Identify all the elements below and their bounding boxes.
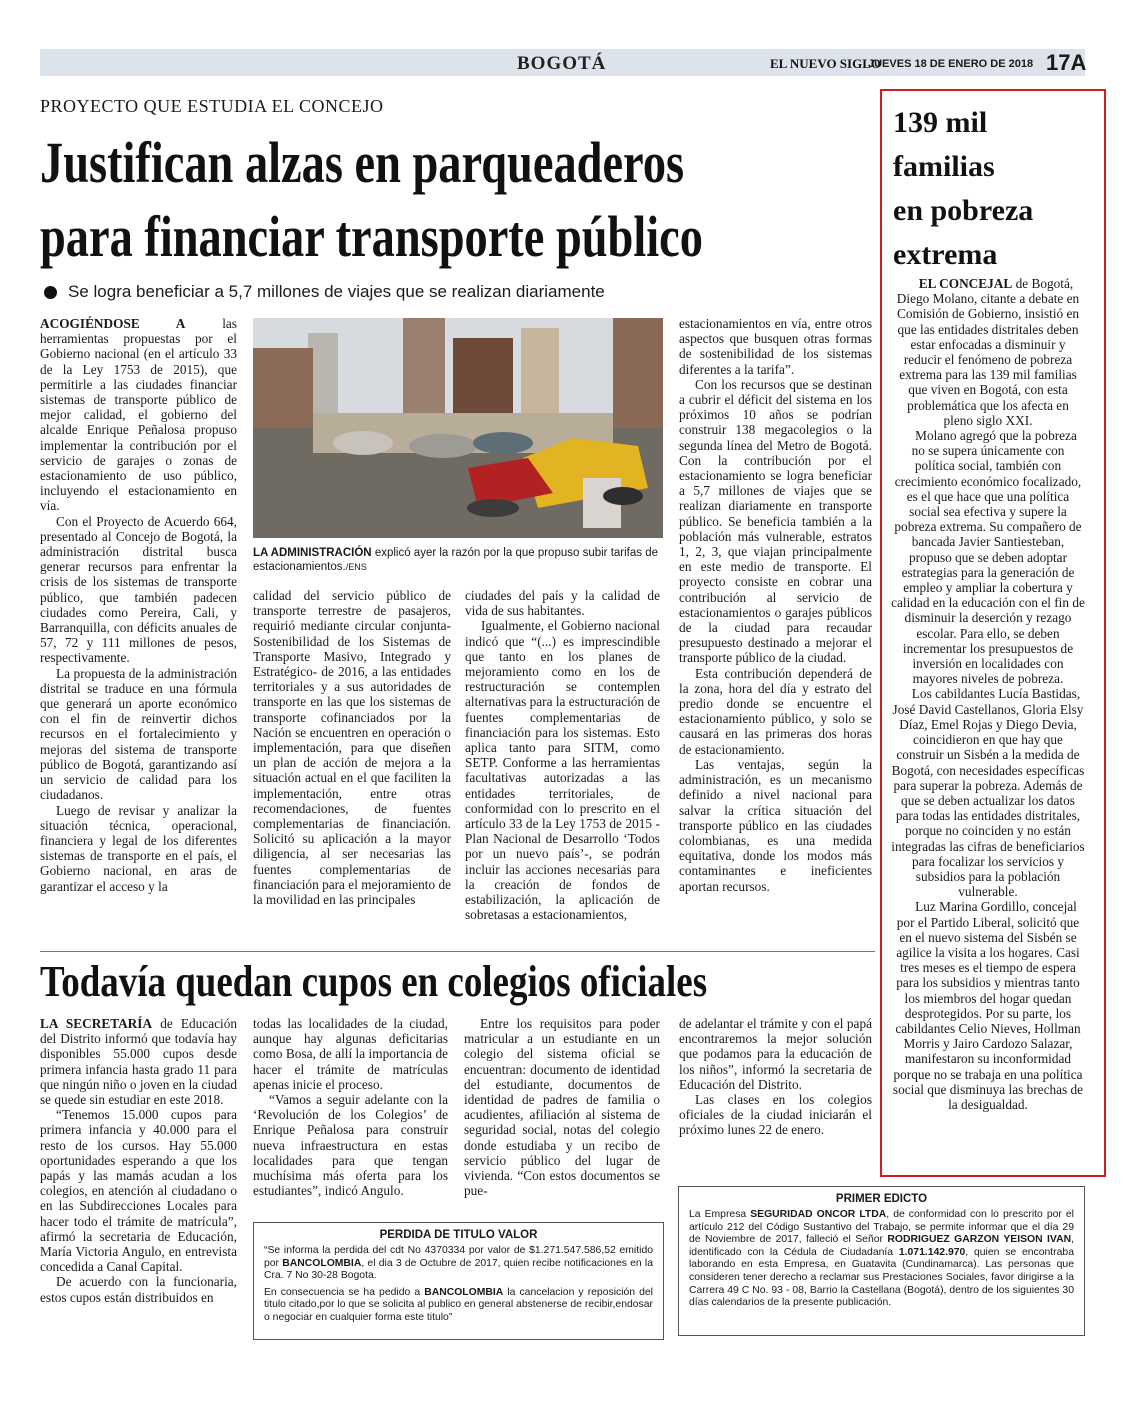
- paragraph: La propuesta de la administración distrital se traduce en una fórmula que generará un aporte económico con el fin de reinvertir dichos recursos en el fortalecimiento y mejoras del sistema de transporte público de Bogotá, garantizando así un servicio de calidad para los ciudadanos.: [40, 665, 237, 803]
- article-headline-line-1: Justifican alzas en parqueaderos: [40, 130, 685, 195]
- paragraph: Luego de revisar y analizar la situación técnica, operacional, financiera y legal de los diferentes sistemas de transporte en el país, el Gobierno nacional, en aras de garantizar el acceso y la: [40, 802, 237, 894]
- paragraph: Igualmente, el Gobierno nacional indicó que “(...) es imprescindible que tanto en los planes de mejoramiento como en los de restructuración se contemplen alternativas para la estructuración de fuentes complementarias de financiación para los sistemas. Esto aplica tanto para SITM, como SETP. Conforme a las herramientas facultativas autorizadas a las entidades territoriales, de conformidad con lo prescrito en el artículo 33 de la Ley 1753 de 2015 -Plan Nacional de Desarrollo ‘Todos por un nuevo país’-, se podrán incluir las acciones necesarias para la creación de fondos de estabilización, la aplicación de sobretasas a estacionamientos,: [465, 618, 660, 923]
- article-column-3: [465, 588, 660, 944]
- paragraph: Molano agregó que la pobreza no se supera únicamente con política social, también con crecimiento económico focalizado, es el que hace que una política social sea efectiva y supere la pobreza extrema. Su compañero de bancada Javier Santiesteban, propuso que se deben adoptar estrategias para la generación de empleo y ampliar la cobertura y calidad en la educación con el fin de disminuir la deserción y rezago escolar. Para ello, se deben incrementar los presupuestos de inversión en localidades con mayores niveles de pobreza.: [891, 428, 1085, 687]
- sidebar-title-line: en pobreza: [893, 194, 1034, 227]
- paragraph: calidad del servicio público de transporte terrestre de pasajeros, requirió mediante circular conjunta-Sostenibilidad de los Sistemas de Transporte Masivo, Integrado y Estratégico- de 2016, a las entidades territoriales y a sus autoridades de transporte en las que los sistemas de transporte cofinanciados por la Nación se encuentren en operación o implementación, para que diseñen un plan de acción de mejora a la situación actual en el que faciliten la implementación, entre otras recomendaciones, de fuentes complementarias de financiación. Solicitó su aplicación a la mayor diligencia, al ser necesarias las fuentes complementarias de financiación para el mejoramiento de la movilidad en las principales: [253, 588, 451, 908]
- paragraph: de Educación del Distrito informó que todavía hay disponibles 55.000 cupos desde primera infancia hasta grado 11 para que ningún niño o joven en la ciudad se quede sin estudiar en este 2018.: [40, 1016, 237, 1108]
- paragraph: Las clases en los colegios oficiales de la ciudad iniciarán el próximo lunes 22 de enero.: [679, 1092, 872, 1138]
- paragraph: Con el Proyecto de Acuerdo 664, presentado al Concejo de Bogotá, la administración distrital busca generar recursos para enfrentar la crisis de los sistemas de transporte público, que también padecen ciudades como Pereira, Cali, y Barranquilla, con déficits anuales de 57, 72 y 111 millones de pesos, respectivamente.: [40, 513, 237, 666]
- paragraph: estacionamientos en vía, entre otros aspectos que busquen otras formas de sostenibilidad de los sistemas diferentes a la tarifa”.: [679, 316, 872, 377]
- notice-text: “Se informa la perdida del cdt No 4370334 por valor de $1.271.547.586,52 emitido por BANCOLOMBIA, el dia 3 de Octubre de 2017, quien recibe notificaciones en la Cra. 7 No 30-28 Bogota.: [264, 1245, 654, 1282]
- newspaper-name: EL NUEVO SIGLO: [770, 56, 881, 71]
- notice-text: La Empresa SEGURIDAD ONCOR LTDA, de conformidad con lo prescrito por el artículo 212 del Código Sustantivo del Trabajo, se permite informar que el día 29 de Noviembre de 2017, falleció el Señor RODRIGUEZ GARZON YEISON IVAN, identificado con la Cédula de Ciudadanía 1.071.142.970, quien se encontraba laborando en esta Empresa, en Guatavita (Cundinamarca). Las personas que consideren tener derecho a reclamar sus Prestaciones Sociales, favor dirigirse a la Carrera 49 C No. 93 - 08, Barrio la Castellana (Bogotá), dentro de los siguientes 30 días calendarios de la presente publicación.: [689, 1209, 1074, 1309]
- photo-illustration: [253, 318, 663, 538]
- notice-text: En consecuencia se ha pedido a BANCOLOMBIA la cancelacion y reposición del titulo citado,por lo que se solicita al publico en general abstenerse de recibir,endosar o negociar en cualquier forma este titulo”: [264, 1286, 653, 1323]
- paragraph: Con los recursos que se destinan a cubrir el déficit del sistema en los próximos 10 años se podrían construir 138 megacolegios o la segunda línea del Metro de Bogotá. Con la contribución por el estacionamiento se logra beneficiar a 5,7 millones de viajes que se realizan diariamente en transporte público. Se beneficia también a la población más vulnerable, estratos 1, 2, 3, que viajan principalmente en este medio de transporte. El proyecto consiste en cobrar una contribución al servicio de estacionamientos o garajes públicos de la ciudad para recaudar presupuesto destinado a mejorar el transporte público de la ciudad.: [679, 376, 872, 666]
- second-headline: Todavía quedan cupos en colegios oficiales: [40, 957, 708, 1006]
- paragraph: las herramientas propuestas por el Gobierno nacional (en el artículo 33 de la Ley 1753 de 2015), que permitirle a las ciudades financiar sistemas de transporte público de mejor calidad, el gobierno del alcalde Enrique Peñalosa propuso implementar la contribución por el servicio de garajes o zonas de estacionamiento de uso público, incluyendo el estacionamiento en vía.: [40, 316, 237, 514]
- sidebar-title-line: extrema: [893, 238, 998, 271]
- lead-in: EL CONCEJAL: [918, 276, 1013, 291]
- sidebar-title-line: familias: [893, 150, 995, 183]
- caption-text: explicó ayer la razón por la que propuso subir tarifas de estacionamientos.: [253, 547, 659, 573]
- paragraph: Esta contribución dependerá de la zona, hora del día y estrato del predio donde se encuentre el estacionamiento público, y solo se causará en las primeras dos horas de estacionamiento.: [679, 665, 872, 757]
- paragraph: Luz Marina Gordillo, concejal por el Partido Liberal, solicitó que en el nuevo sistema del Sisbén se agilice la visita a los hogares. Casi tres meses es el tiempo de espera para los subsidios y mientras tanto los miembros del hogar quedan desprotegidos. Por su parte, los cabildantes Celio Nieves, Hollman Morris y Jairo Cardozo Salazar, manifestaron su inconformidad porque no se trabaja en una política social que disminuya las brechas de la desigualdad.: [892, 899, 1084, 1112]
- notice-perdida-titulo: [253, 1222, 664, 1340]
- article-column-1: [40, 316, 237, 944]
- second-column-2: [253, 1016, 448, 1199]
- photo-credit: /ENS: [345, 562, 367, 572]
- article-kicker: PROYECTO QUE ESTUDIA EL CONCEJO: [40, 96, 384, 116]
- paragraph: Las ventajas, según la administración, es un mecanismo definido a nivel nacional para salvar la crítica situación del transporte público en las ciudades colombianas, es una medida equitativa, donde los modos más contaminantes e ineficientes aportan recursos.: [679, 756, 872, 894]
- section-name: BOGOTÁ: [517, 53, 607, 74]
- sidebar-body: [891, 276, 1085, 1166]
- sidebar-title-line: 139 mil: [893, 106, 988, 139]
- second-column-3: [464, 1016, 660, 1204]
- lead-in: ACOGIÉNDOSE A: [40, 316, 186, 331]
- photo-caption: [253, 546, 663, 574]
- notice-title: PERDIDA DE TITULO VALOR: [379, 1229, 538, 1241]
- paragraph: de Bogotá, Diego Molano, citante a debate en Comisión de Gobierno, insistió en que las entidades distritales deben estar enfocadas a disminuir y reducir el fenómeno de pobreza extrema para las 139 mil familias que viven en Bogotá, con esta problemática que los afecta en pleno siglo XXI.: [896, 276, 1080, 428]
- second-column-1: [40, 1016, 237, 1352]
- paragraph: “Vamos a seguir adelante con la ‘Revolución de los Colegios’ de Enrique Peñalosa para construir nueva infraestructura en estas localidades para que tengan muchísima más oferta para los estudiantes”, indicó Angulo.: [253, 1092, 448, 1199]
- paragraph: ciudades del país y la calidad de vida de sus habitantes.: [465, 588, 660, 619]
- parking-lot-photo: [253, 318, 663, 538]
- paragraph: Entre los requisitos para poder matricular a un estudiante en un colegio del sistema oficial se encuentran: documento de identidad del estudiante, documentos de identidad de padres de familia o acudientes, afiliación al sistema de seguridad social, notas del colegio donde estudiaba y un recibo de servicio público del lugar de vivienda. “Con estos documentos se pue-: [464, 1016, 660, 1199]
- caption-lead: LA ADMINISTRACIÓN: [253, 547, 372, 559]
- paragraph: “Tenemos 15.000 cupos para primera infancia y 40.000 para el resto de los cursos. Hay 55.000 oportunidades esperando a que los papás y las mamás acudan a los colegios, en atención al ciudadano o en las Subdirecciones Locales para hacer todo el trámite de matrícula”, afirmó la secretaria de Educación, María Victoria Angulo, en entrevista concedida a Canal Capital.: [40, 1107, 237, 1275]
- notice-primer-edicto: [678, 1186, 1085, 1336]
- article-column-4: [679, 316, 872, 944]
- paragraph: de adelantar el trámite y con el papá encontraremos la mejor solución que podamos para la educación de los niños”, informó la secretaria de Educación del Distrito.: [679, 1016, 872, 1092]
- article-column-2: [253, 588, 451, 944]
- paragraph: De acuerdo con la funcionaria, estos cupos están distribuidos en: [40, 1274, 237, 1305]
- paragraph: Los cabildantes Lucía Bastidas, José David Castellanos, Gloria Elsy Díaz, Emel Rojas y Diego Devia, coincidieron en que hay que construir un Sisbén a la medida de Bogotá, con necesidades específicas para superar la pobreza. Además de que se deben actualizar los datos para todas las entidades distritales, porque no coinciden y no están integradas las cifras de beneficiarios para focalizar los servicios y subsidios para la población vulnerable.: [891, 686, 1085, 900]
- divider: [40, 951, 875, 952]
- lead-in: LA SECRETARÍA: [40, 1016, 153, 1031]
- bullet-icon: [44, 286, 57, 299]
- sidebar-title: [893, 101, 1098, 277]
- article-subhead: Se logra beneficiar a 5,7 millones de viajes que se realizan diariamente: [68, 282, 605, 301]
- issue-date: JUEVES 18 DE ENERO DE 2018: [868, 58, 1034, 70]
- paragraph: todas las localidades de la ciudad, aunque hay algunas deficitarias como Bosa, de allí la importancia de hacer el trámite de matrículas apenas inicie el proceso.: [253, 1016, 448, 1092]
- second-column-4: [679, 1016, 872, 1166]
- page-number: 17A: [1046, 50, 1087, 75]
- notice-title: PRIMER EDICTO: [835, 1193, 928, 1205]
- article-headline-line-2: para financiar transporte público: [40, 204, 703, 269]
